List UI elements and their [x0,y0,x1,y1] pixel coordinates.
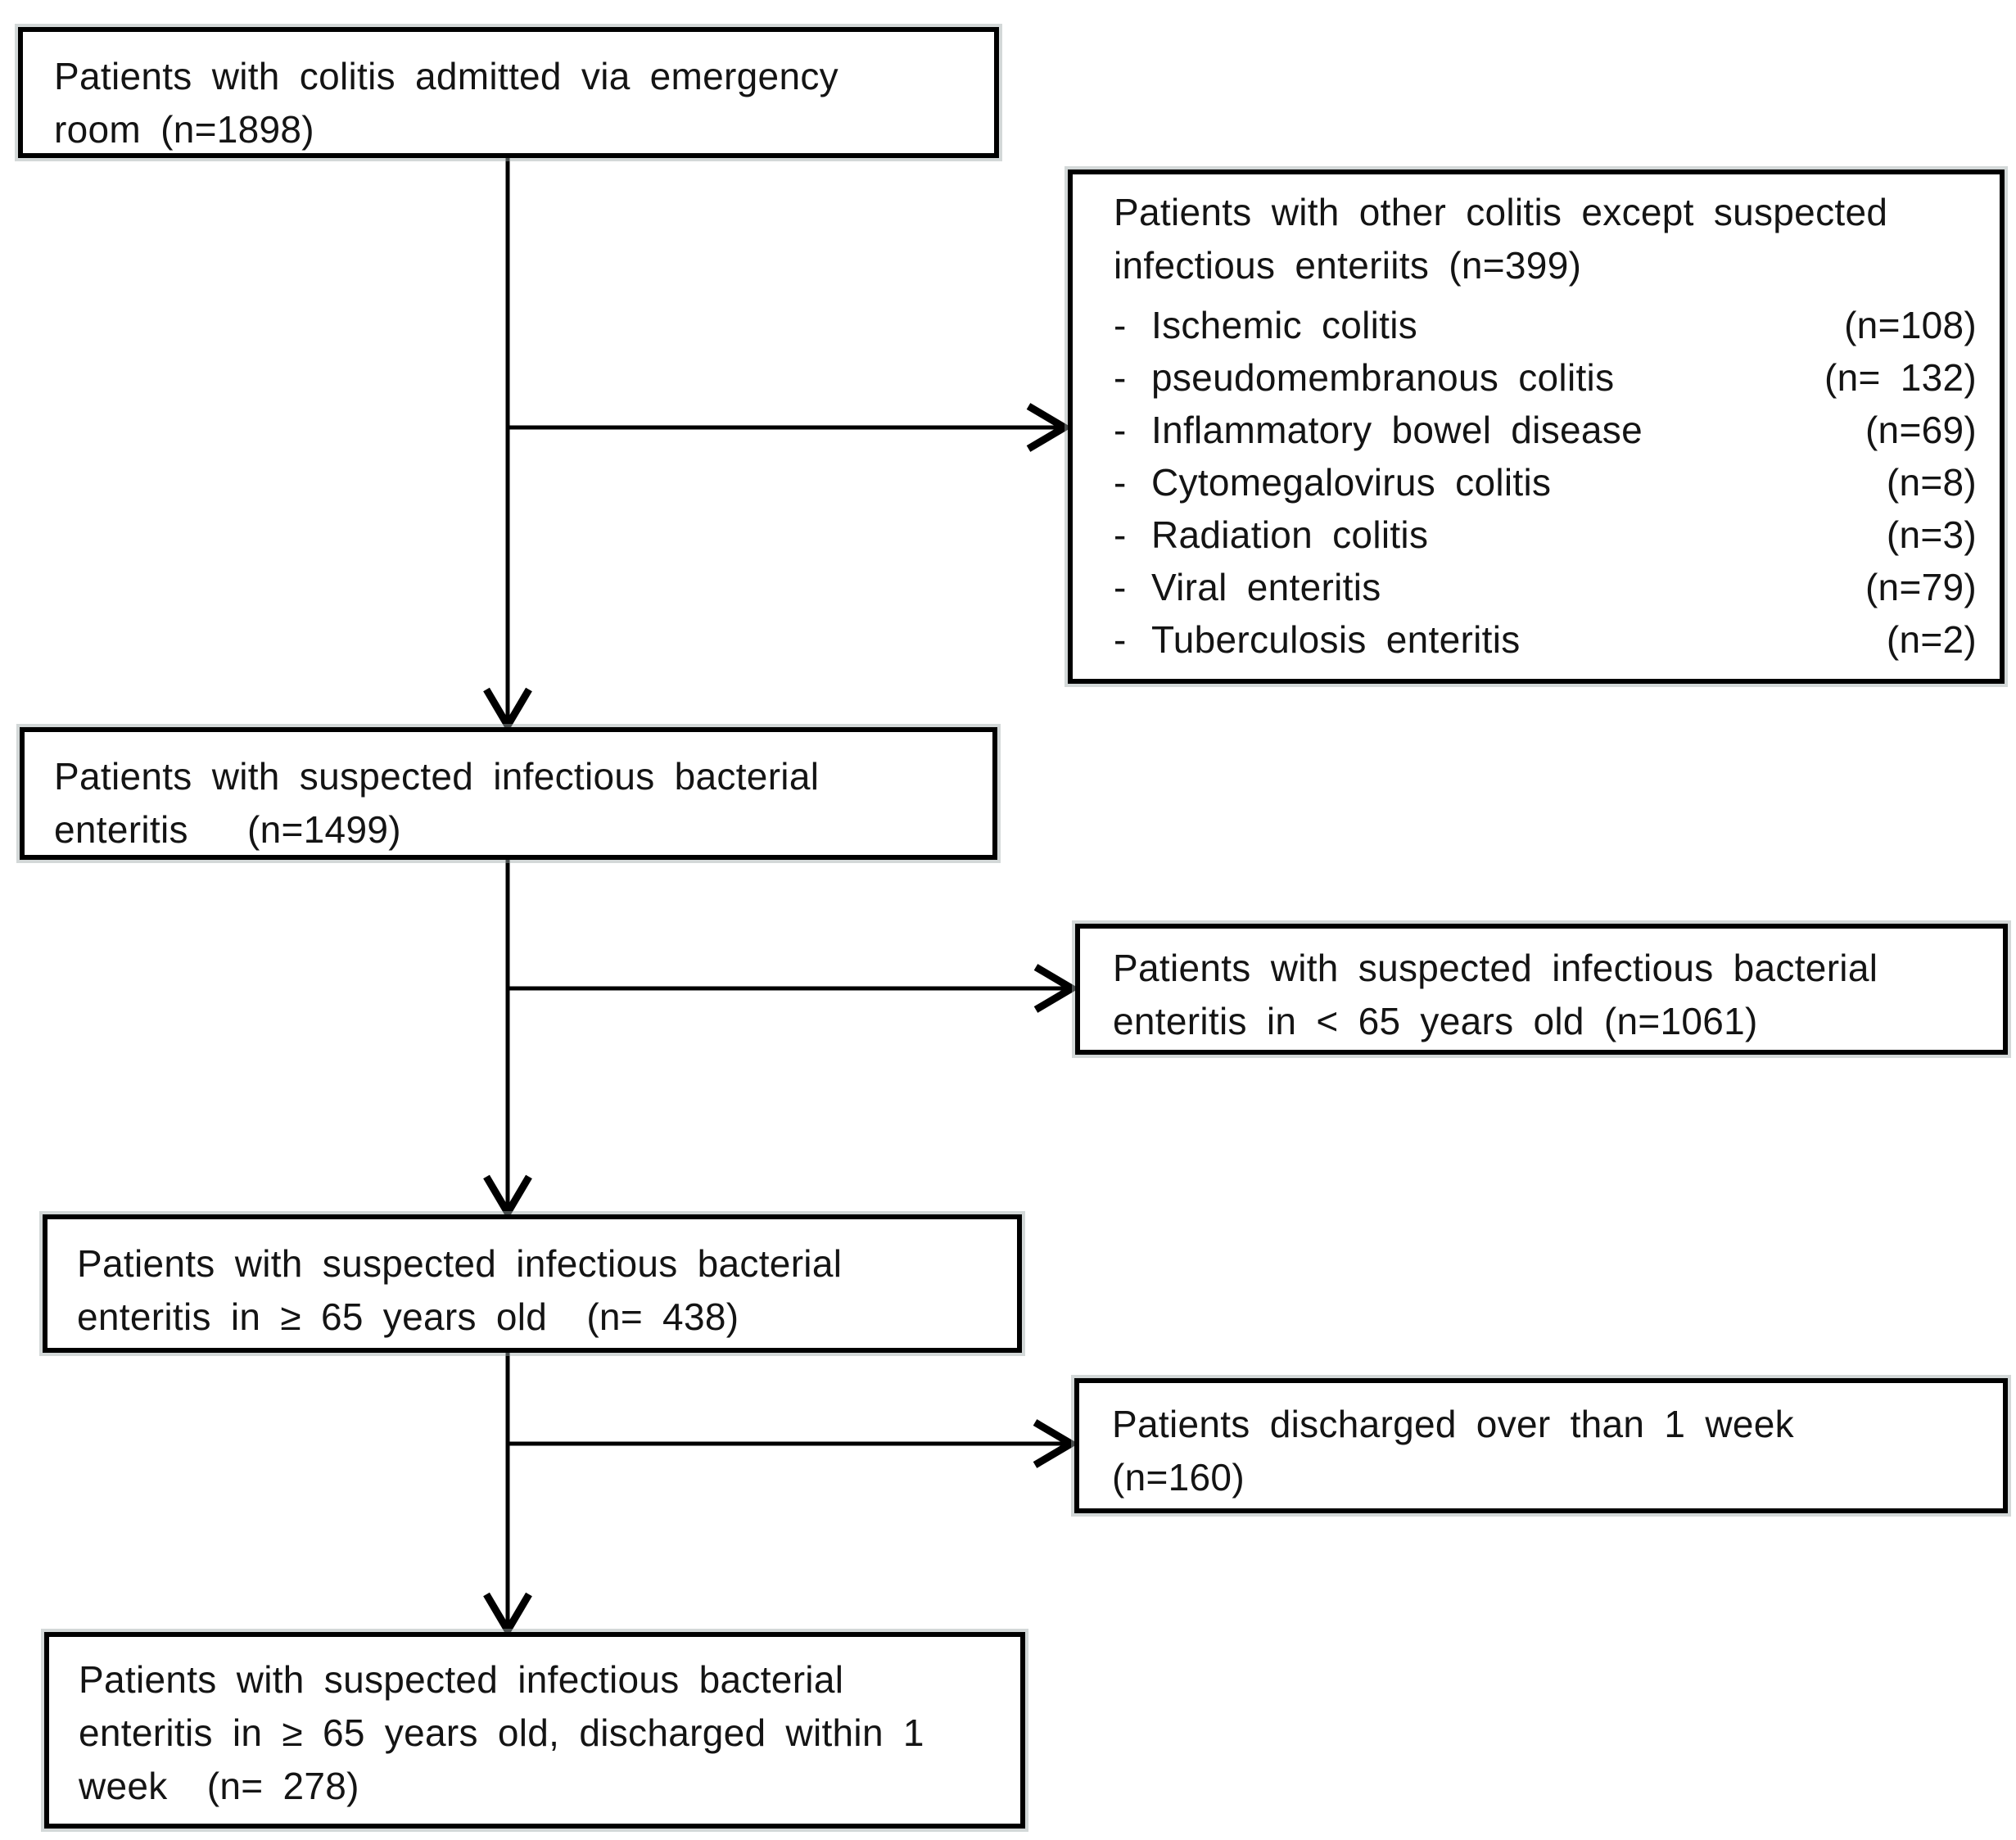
flow-box-over65-line1: Patients with suspected infectious bacterial [77,1242,843,1285]
flow-box-final-line2: enteritis in ≥ 65 years old, discharged within 1 [79,1711,924,1754]
exclusion-count: (n=69) [1865,409,1977,451]
exclusion-count: (n=108) [1844,304,1977,346]
bullet-dash: - [1114,566,1127,608]
flow-box-suspected-enteritis [20,727,997,860]
bullet-dash: - [1114,409,1127,451]
exclusion-row-ibd [1114,404,1978,456]
bullet-dash: - [1114,461,1127,504]
exclusion-label: Cytomegalovirus colitis [1151,461,1552,504]
exclusion-label: Tuberculosis enteritis [1151,618,1521,661]
exclusion-label: Radiation colitis [1151,513,1429,556]
flow-box-final-line1: Patients with suspected infectious bacterial [79,1658,844,1701]
flow-box-admitted [18,27,999,158]
flow-box-overweek-line2: (n=160) [1112,1456,1245,1499]
bullet-dash: - [1114,618,1127,661]
flow-box-discharged-over-week [1074,1378,2008,1513]
bullet-dash: - [1114,304,1127,346]
exclusion-row-ischemic [1114,299,1978,351]
exclusion-label: Viral enteritis [1151,566,1381,608]
flow-box-overweek-line1: Patients discharged over than 1 week [1112,1403,1794,1445]
bullet-dash: - [1114,513,1127,556]
exclusion-list [1114,299,1978,666]
exclusion-count: (n=3) [1886,513,1977,556]
exclusion-count: (n=2) [1886,618,1977,661]
exclusion-label: Inflammatory bowel disease [1151,409,1643,451]
flow-box-under65-line1: Patients with suspected infectious bacterial [1113,947,1878,989]
flow-box-suspected-line2: enteritis (n=1499) [54,808,401,851]
flow-box-final-line3: week (n= 278) [79,1765,359,1807]
exclusion-row-cmv [1114,456,1978,509]
exclusion-count: (n= 132) [1824,356,1977,399]
exclusion-row-radiation [1114,509,1978,561]
exclusion-row-viral [1114,561,1978,613]
flow-box-admitted-line2: room (n=1898) [54,108,314,151]
flow-box-over-65 [43,1214,1022,1353]
flow-box-suspected-line1: Patients with suspected infectious bacterial [54,755,820,798]
flow-box-other-title-line1: Patients with other colitis except suspected [1114,191,1888,233]
flow-box-under65-line2: enteritis in < 65 years old (n=1061) [1113,1000,1758,1042]
flow-box-final-cohort [44,1632,1025,1829]
exclusion-label: pseudomembranous colitis [1151,356,1615,399]
bullet-dash: - [1114,356,1127,399]
flow-box-other-colitis [1068,170,2005,684]
exclusion-label: Ischemic colitis [1151,304,1418,346]
exclusion-count: (n=79) [1865,566,1977,608]
flow-box-other-title-line2: infectious enteriits (n=399) [1114,244,1582,287]
exclusion-row-tuberculosis [1114,613,1978,666]
flow-box-admitted-line1: Patients with colitis admitted via emergency [54,55,838,97]
exclusion-count: (n=8) [1886,461,1977,504]
flow-box-over65-line2: enteritis in ≥ 65 years old (n= 438) [77,1295,739,1338]
exclusion-row-pseudomembranous [1114,351,1978,404]
flow-box-under-65 [1075,924,2008,1055]
